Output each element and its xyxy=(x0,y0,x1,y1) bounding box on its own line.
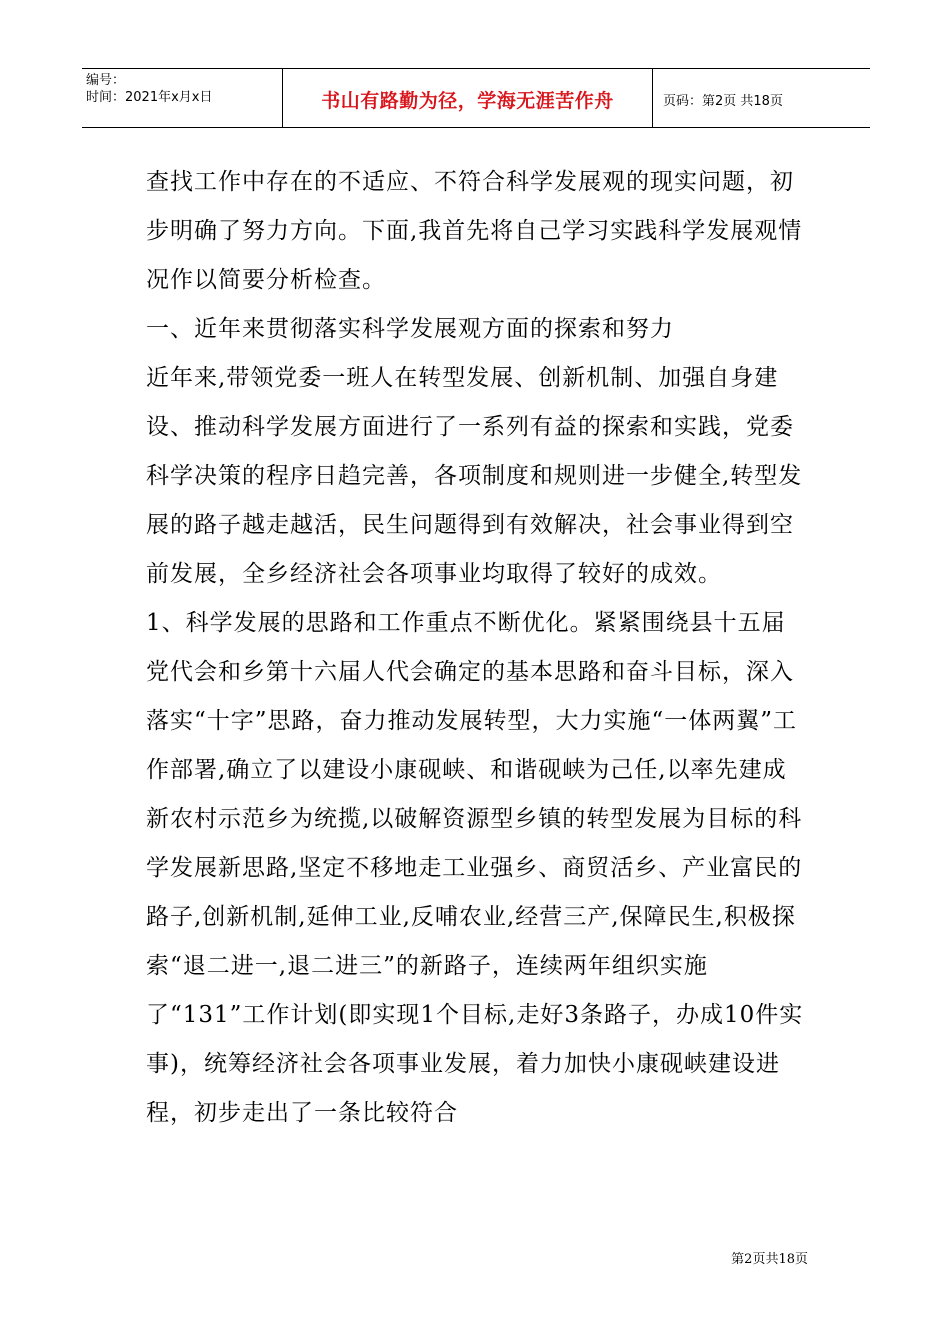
header-page-cell xyxy=(653,70,870,128)
section-heading: 一、近年来贯彻落实科学发展观方面的探索和努力 xyxy=(146,316,674,342)
footer-page-number: 第2页共18页 xyxy=(731,1252,808,1267)
header-motto: 书山有路勤为径，学海无涯苦作舟 xyxy=(321,89,614,112)
body-paragraph: 查找工作中存在的不适应、不符合科学发展观的现实问题，初步明确了努力方向。下面,我首先将自己学习实践科学发展观情况作以简要分析检查。 xyxy=(146,169,803,293)
document-date-label: 时间：2021年x月x日 xyxy=(86,90,213,105)
body-paragraph: 近年来,带领党委一班人在转型发展、创新机制、加强自身建设、推动科学发展方面进行了一系列有益的探索和实践，党委科学决策的程序日趋完善，各项制度和规则进一步健全,转型发展的路子越走越活，民生问题得到有效解决，社会事业得到空前发展，全乡经济社会各项事业均取得了较好的成效。 xyxy=(146,365,803,587)
body-paragraph: 1、科学发展的思路和工作重点不断优化。紧紧围绕县十五届党代会和乡第十六届人代会确定的基本思路和奋斗目标，深入落实“十字”思路，奋力推动发展转型，大力实施“一体两翼”工作部署,确立了以建设小康砚峡、和谐砚峡为己任,以率先建成新农村示范乡为统揽,以破解资源型乡镇的转型发展为目标的科学发展新思路,坚定不移地走工业强乡、商贸活乡、产业富民的路子,创新机制,延伸工业,反哺农业,经营三产,保障民生,积极探索“退二进一,退二进三”的新路子，连续两年组织实施了“131”工作计划(即实现1个目标,走好3条路子，办成10件实事)，统筹经济社会各项事业发展，着力加快小康砚峡建设进程，初步走出了一条比较符合 xyxy=(146,610,804,1126)
document-body xyxy=(146,158,808,1138)
document-number-label: 编号： xyxy=(86,73,126,88)
document-header xyxy=(82,68,870,128)
header-page-label: 页码：第2页 共18页 xyxy=(663,93,783,109)
header-motto-cell xyxy=(283,69,653,127)
header-meta-cell xyxy=(82,69,283,127)
